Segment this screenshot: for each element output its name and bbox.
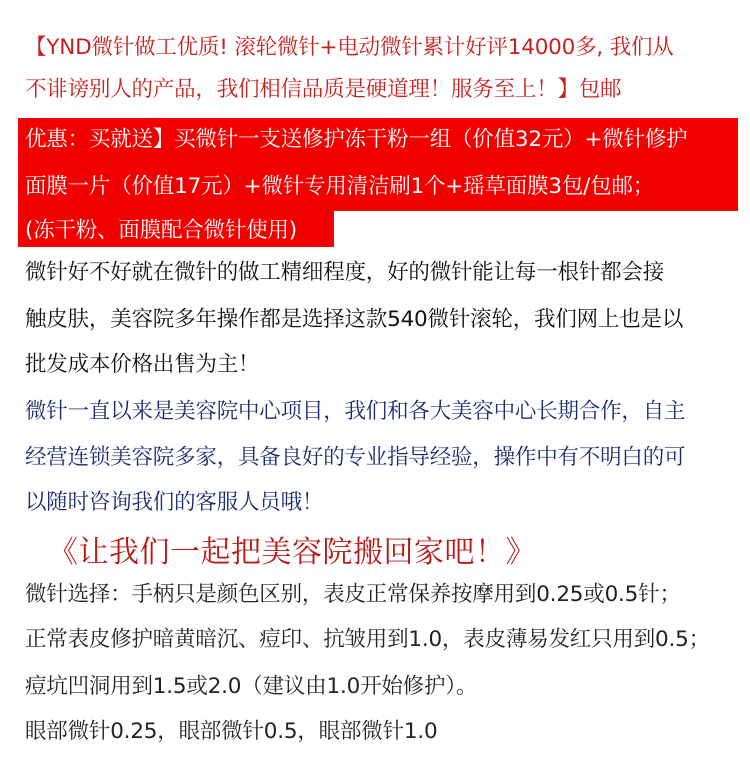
- about-line-1: 微针一直以来是美容院中心项目，我们和各大美容中心长期合作，自主: [25, 399, 686, 424]
- guide-line-3: 痘坑凹洞用到1.5或2.0（建议由1.0开始修护）。: [25, 674, 478, 699]
- header-line-1: 【YND微针做工优质! 滚轮微针+电动微针累计好评14000多, 我们从: [25, 35, 674, 60]
- promo-line-3: (冻干粉、面膜配合微针使用): [25, 218, 297, 243]
- guide-line-2: 正常表皮修护暗黄暗沉、痘印、抗皱用到1.0，表皮薄易发红只用到0.5；: [25, 627, 710, 652]
- quality-line-1: 微针好不好就在微针的做工精细程度，好的微针能让每一根针都会接: [25, 260, 665, 285]
- promo-line-1: 优惠：买就送】买微针一支送修护冻干粉一组（价值32元）+微针修护: [25, 127, 688, 152]
- guide-line-1: 微针选择：手柄只是颜色区别，表皮正常保养按摩用到0.25或0.5针；: [25, 582, 681, 607]
- about-line-3: 以随时咨询我们的客服人员哦！: [25, 490, 324, 515]
- quality-line-2: 触皮肤，美容院多年操作都是选择这款540微针滚轮，我们网上也是以: [25, 307, 684, 332]
- quality-line-3: 批发成本价格出售为主！: [25, 352, 260, 377]
- header-line-2: 不诽谤别人的产品，我们相信品质是硬道理！服务至上！】包邮: [25, 77, 622, 102]
- slogan-heading: 《让我们一起把美容院搬回家吧！》: [48, 535, 536, 570]
- guide-line-4: 眼部微针0.25，眼部微针0.5，眼部微针1.0: [25, 719, 438, 744]
- promo-line-2: 面膜一片（价值17元）+微针专用清洁刷1个+瑶草面膜3包/包邮；: [25, 174, 655, 199]
- about-line-2: 经营连锁美容院多家，具备良好的专业指导经验，操作中有不明白的可: [25, 445, 686, 470]
